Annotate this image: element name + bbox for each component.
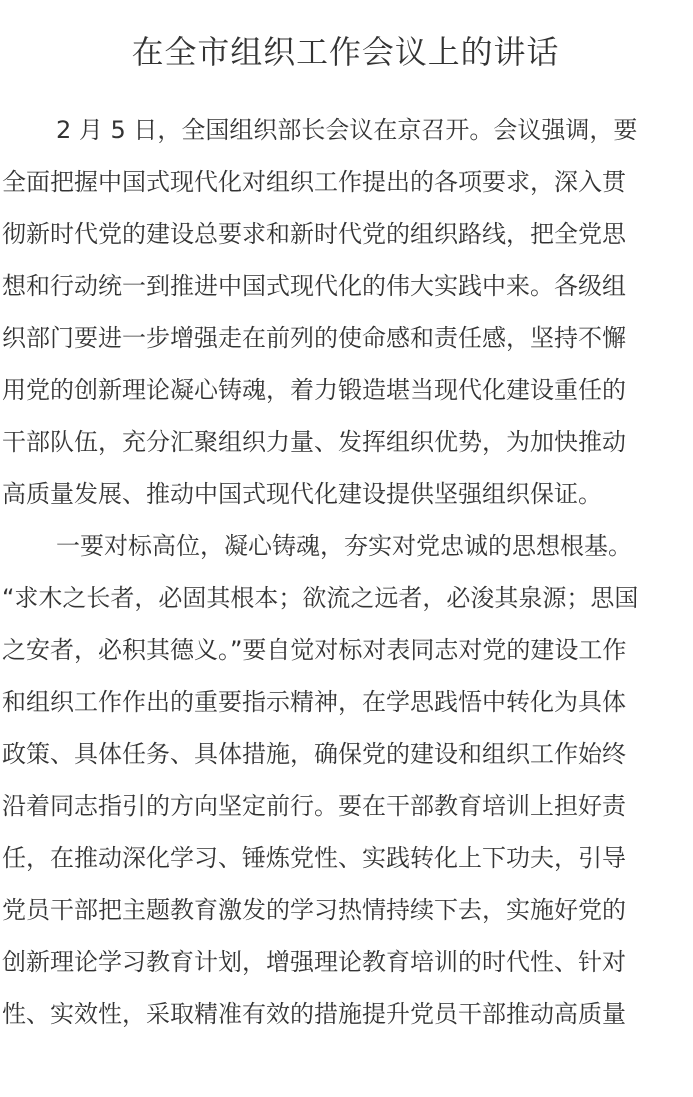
paragraph-line: 高质量发展、推动中国式现代化建设提供坚强组织保证。 [2, 480, 602, 508]
paragraph-line: 2 月 5 日，全国组织部长会议在京召开。会议强调，要 [56, 116, 638, 144]
paragraph-line: “求木之长者，必固其根本；欲流之远者，必浚其泉源；思国 [2, 584, 639, 612]
paragraph-line: 全面把握中国式现代化对组织工作提出的各项要求，深入贯 [2, 168, 626, 196]
paragraph-line: 织部门要进一步增强走在前列的使命感和责任感，坚持不懈 [2, 324, 626, 352]
paragraph-line: 政策、具体任务、具体措施，确保党的建设和组织工作始终 [2, 740, 626, 768]
paragraph-line: 党员干部把主题教育激发的学习热情持续下去，实施好党的 [2, 896, 626, 924]
paragraph-line: 之安者，必积其德义。”要自觉对标对表同志对党的建设工作 [2, 636, 627, 664]
paragraph-line: 沿着同志指引的方向坚定前行。要在干部教育培训上担好责 [2, 792, 626, 820]
paragraph-line: 干部队伍，充分汇聚组织力量、发挥组织优势，为加快推动 [2, 428, 626, 456]
paragraph-line: 任，在推动深化学习、锤炼党性、实践转化上下功夫，引导 [2, 844, 626, 872]
paragraph-line: 和组织工作作出的重要指示精神，在学思践悟中转化为具体 [2, 688, 626, 716]
paragraph-line: 用党的创新理论凝心铸魂，着力锻造堪当现代化建设重任的 [2, 376, 626, 404]
paragraph-line: 想和行动统一到推进中国式现代化的伟大实践中来。各级组 [2, 272, 626, 300]
paragraph-line: 一要对标高位，凝心铸魂，夯实对党忠诚的思想根基。 [56, 532, 632, 560]
paragraph-line: 创新理论学习教育计划，增强理论教育培训的时代性、针对 [2, 948, 626, 976]
paragraph-line: 性、实效性，采取精准有效的措施提升党员干部推动高质量 [2, 1000, 626, 1028]
paragraph-line: 彻新时代党的建设总要求和新时代党的组织路线，把全党思 [2, 220, 626, 248]
article-title: 在全市组织工作会议上的讲话 [131, 33, 560, 71]
